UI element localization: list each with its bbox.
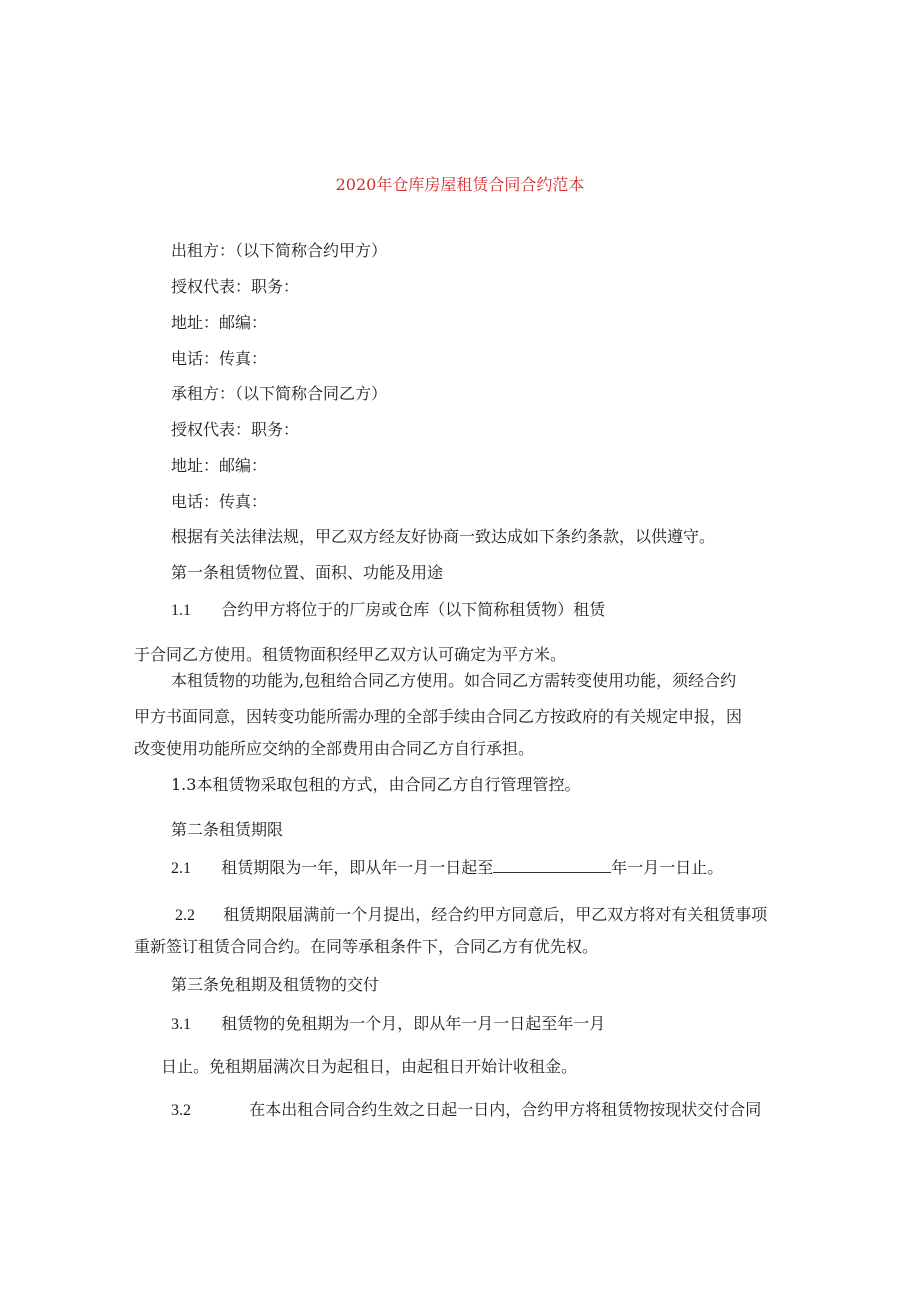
lessee-line: 承租方：（以下简称合同乙方） — [171, 384, 388, 403]
clause-2-2-continued: 重新签订租赁合同合约。在同等承租条件下，合同乙方有优先权。 — [134, 937, 599, 956]
clause-number: 3.1 — [171, 1016, 191, 1033]
clause-1-2-line-2: 甲方书面同意，因转变功能所需办理的全部手续由合同乙方按政府的有关规定申报，因 — [134, 707, 743, 726]
document-title: 2020年仓库房屋租赁合同合约范本 — [335, 175, 585, 194]
lessee-phone-line: 电话：传真： — [171, 492, 268, 511]
clause-text: 租赁物的免租期为一个月，即从年一月一日起至年一月 — [221, 1014, 606, 1033]
lessee-address-line: 地址：邮编： — [171, 456, 268, 475]
clause-1-3: 1.3本租赁物采取包租的方式，由合同乙方自行管理管控。 — [171, 775, 581, 794]
article-3-heading: 第三条免租期及租赁物的交付 — [171, 975, 380, 994]
preamble-paragraph: 根据有关法律法规，甲乙双方经友好协商一致达成如下条约条款，以供遵守。 — [171, 527, 716, 546]
lessor-representative-line: 授权代表：职务： — [171, 277, 300, 296]
clause-3-1-continued: 日止。免租期届满次日为起租日，由起租日开始计收租金。 — [161, 1057, 578, 1076]
lessor-phone-line: 电话：传真： — [171, 349, 268, 368]
clause-2-2 — [175, 905, 767, 926]
clause-1-2-line-1: 本租赁物的功能为,包租给合同乙方使用。如合同乙方需转变使用功能，须经合约 — [171, 671, 737, 690]
clause-1-2-line-3: 改变使用功能所应交纳的全部费用由合同乙方自行承担。 — [134, 739, 535, 758]
clause-number: 1.1 — [171, 602, 191, 619]
clause-number: 2.1 — [171, 860, 191, 877]
clause-3-2 — [171, 1100, 761, 1121]
lessor-line: 出租方：（以下简称合约甲方） — [171, 241, 388, 260]
clause-1-1 — [171, 600, 605, 621]
blank-underline — [493, 858, 611, 873]
clause-text: 合约甲方将位于的厂房或仓库（以下简称租赁物）租赁 — [221, 600, 606, 619]
clause-1-1-continued: 于合同乙方使用。租赁物面积经甲乙双方认可确定为平方米。 — [134, 645, 567, 664]
clause-number: 3.2 — [171, 1102, 191, 1119]
lessee-representative-line: 授权代表：职务： — [171, 420, 300, 439]
article-2-heading: 第二条租赁期限 — [171, 820, 284, 839]
clause-text-start: 租赁期限为一年，即从年一月一日起至 — [221, 858, 494, 877]
clause-text: 租赁期限届满前一个月提出，经合约甲方同意后，甲乙双方将对有关租赁事项 — [223, 905, 768, 924]
clause-2-1 — [171, 858, 723, 879]
clause-text: 在本出租合同合约生效之日起一日内，合约甲方将租赁物按现状交付合同 — [249, 1100, 762, 1119]
clause-3-1 — [171, 1014, 605, 1035]
clause-number: 2.2 — [175, 907, 195, 924]
clause-text-end: 年一月一日止。 — [611, 858, 724, 877]
article-1-heading: 第一条租赁物位置、面积、功能及用途 — [171, 563, 444, 582]
lessor-address-line: 地址：邮编： — [171, 313, 268, 332]
